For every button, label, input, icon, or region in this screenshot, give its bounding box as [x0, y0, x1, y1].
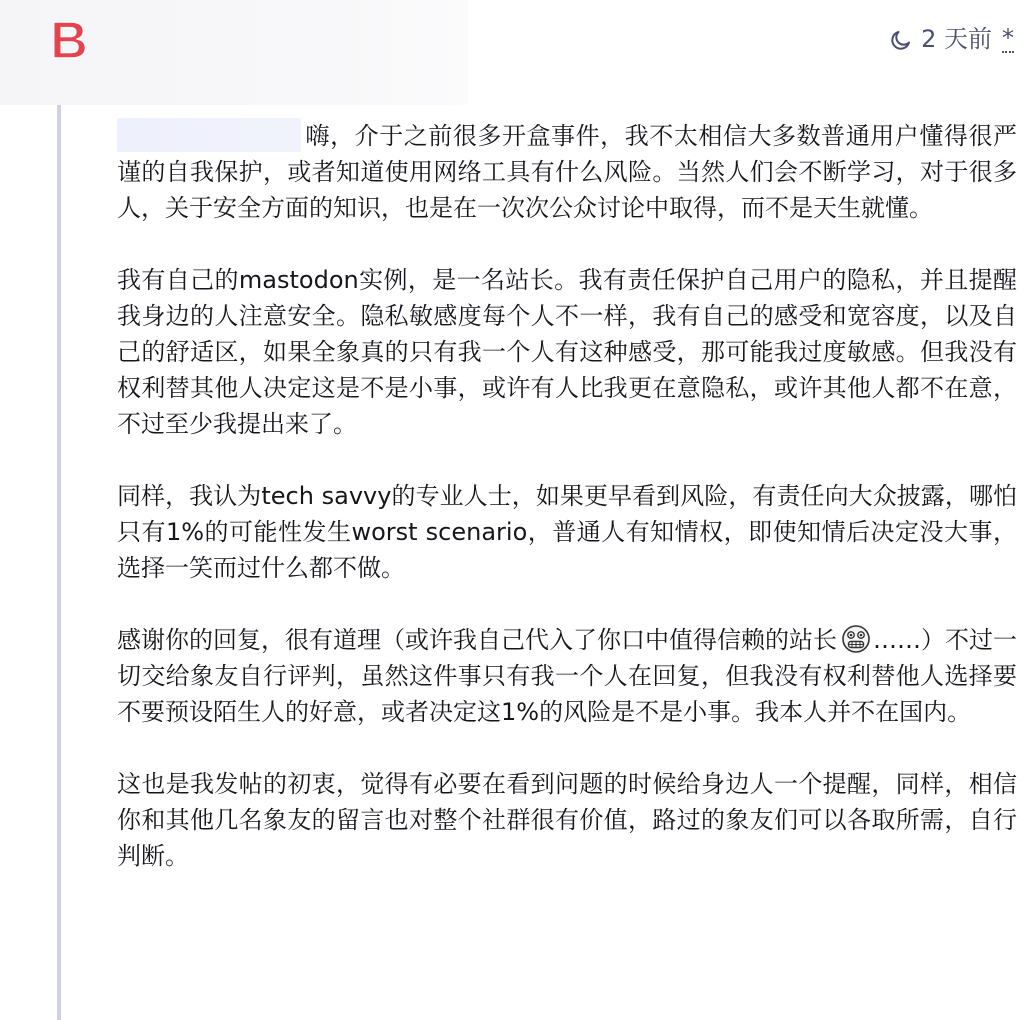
post-timestamp[interactable]: 2 天前	[921, 25, 992, 53]
avatar-letter: B	[50, 12, 88, 70]
paragraph-text: 同样，我认为tech savvy的专业人士，如果更早看到风险，有责任向大众披露，哪怕只有1%的可能性发生worst scenario，普通人有知情权，即使知情后决定没大事，选择一笑而过什么都不做。	[117, 482, 1017, 582]
thread-line	[57, 105, 61, 1020]
paragraph-text: 嗨，介于之前很多开盒事件，我不太相信大多数普通用户懂得很严谨的自我保护，或者知道使用网络工具有什么风险。当然人们会不断学习，对于很多人，关于安全方面的知识，也是在一次次公众讨论中取得，而不是天生就懂。	[117, 122, 1017, 222]
paragraph-text: 感谢你的回复，很有道理（或许我自己代入了你口中值得信赖的站长	[117, 626, 837, 654]
paragraph-text: 这也是我发帖的初衷，觉得有必要在看到问题的时候给身边人一个提醒，同样，相信你和其他几名象友的留言也对整个社群很有价值，路过的象友们可以各取所需，自行判断。	[117, 770, 1017, 870]
redacted-mention	[117, 118, 301, 152]
avatar[interactable]	[44, 12, 94, 70]
moon-icon	[889, 27, 913, 51]
paragraph-text: ……）不过一切交给象友自行评判，虽然这件事只有我一个人在回复，但我没有权利替他人选择要不要预设陌生人的好意，或者决定这1%的风险是不是小事。我本人并不在国内。	[117, 626, 1017, 726]
post-paragraph-1	[117, 118, 1017, 226]
edited-marker[interactable]: *	[1002, 24, 1014, 52]
post-content	[117, 118, 1017, 910]
post-meta	[889, 22, 1014, 56]
post-paragraph-2	[117, 262, 1017, 442]
paragraph-text: 我有自己的mastodon实例，是一名站长。我有责任保护自己用户的隐私，并且提醒我身边的人注意安全。隐私敏感度每个人不一样，我有自己的感受和宽容度，以及自己的舒适区，如果全象真的只有我一个人有这种感受，那可能我过度敏感。但我没有权利替其他人决定这是不是小事，或许有人比我更在意隐私，或许其他人都不在意，不过至少我提出来了。	[117, 266, 1017, 438]
grimacing-face-icon	[839, 622, 873, 656]
post-paragraph-5	[117, 766, 1017, 874]
post-paragraph-3	[117, 478, 1017, 586]
post-paragraph-4	[117, 622, 1017, 730]
